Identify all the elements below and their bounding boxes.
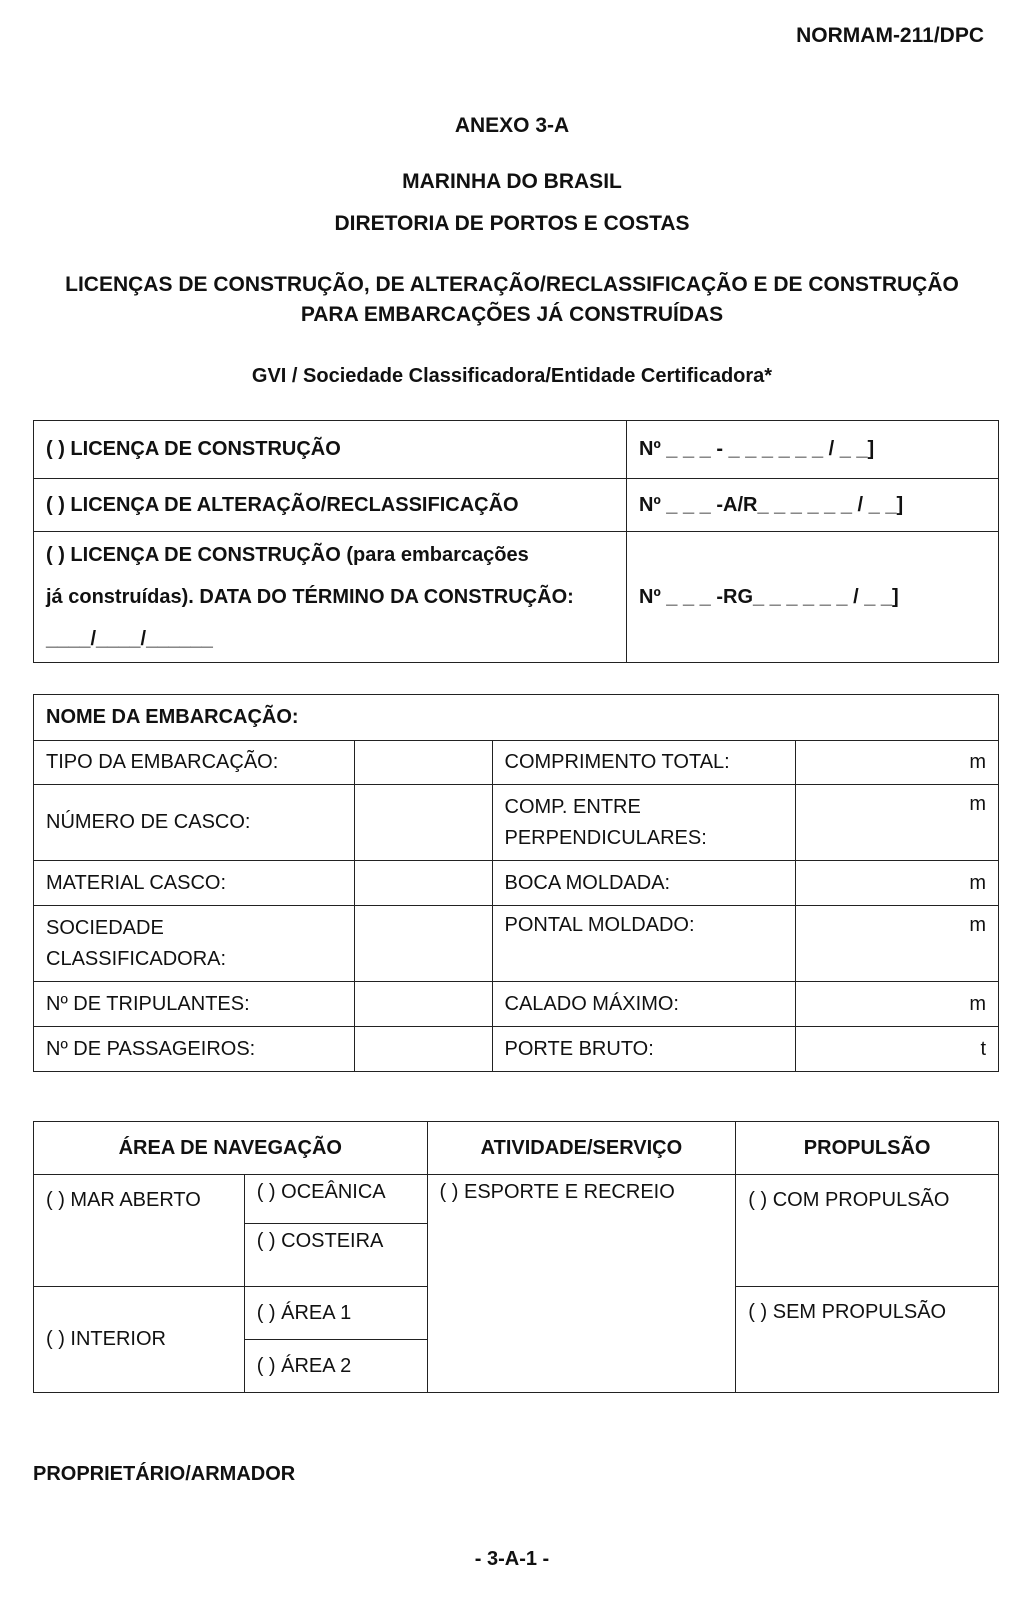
moulded-depth-value[interactable]: m [796, 906, 999, 982]
total-length-value[interactable]: m [796, 741, 999, 785]
passenger-count-value[interactable] [354, 1027, 492, 1072]
annex-title: ANEXO 3-A [454, 114, 570, 137]
hull-material-value[interactable] [354, 861, 492, 906]
licence-alteration-option[interactable]: ( ) LICENÇA DE ALTERAÇÃO/RECLASSIFICAÇÃO [34, 479, 627, 532]
licence-construction-option[interactable]: ( ) LICENÇA DE CONSTRUÇÃO [34, 421, 627, 479]
licence-type-table [33, 420, 999, 663]
licence-row-alteration [34, 479, 999, 532]
vessel-type-label: TIPO DA EMBARCAÇÃO: [34, 741, 355, 785]
licence-construction-number[interactable]: Nº _ _ _ - _ _ _ _ _ _ / _ _] [627, 421, 999, 479]
table-row [34, 1027, 999, 1072]
licence-alteration-number[interactable]: Nº _ _ _ -A/R_ _ _ _ _ _ / _ _] [627, 479, 999, 532]
licence-built-option[interactable] [34, 532, 627, 663]
licence-row-built [34, 532, 999, 663]
crew-count-value[interactable] [354, 982, 492, 1027]
open-sea-option[interactable]: ( ) MAR ABERTO [34, 1175, 245, 1287]
form-title-line1: LICENÇAS DE CONSTRUÇÃO, DE ALTERAÇÃO/RECLASSIFICAÇÃO E DE CONSTRUÇÃO [65, 273, 959, 296]
table-row [34, 982, 999, 1027]
max-draught-value[interactable]: m [796, 982, 999, 1027]
moulded-breadth-value[interactable]: m [796, 861, 999, 906]
navigation-table [33, 1121, 999, 1393]
classification-society-line1: SOCIEDADE [46, 916, 164, 939]
directorate-name: DIRETORIA DE PORTOS E COSTAS [334, 212, 690, 235]
total-length-label: COMPRIMENTO TOTAL: [492, 741, 796, 785]
vessel-data-table [33, 694, 999, 1072]
vessel-name-field[interactable]: NOME DA EMBARCAÇÃO: [34, 695, 999, 741]
licence-built-number[interactable]: Nº _ _ _ -RG_ _ _ _ _ _ / _ _] [627, 532, 999, 663]
length-perpendiculars-value[interactable]: m [796, 785, 999, 861]
hull-number-value[interactable] [354, 785, 492, 861]
completion-date-field[interactable]: ____/____/______ [46, 628, 213, 650]
oceanic-option[interactable]: ( ) OCEÂNICA [244, 1175, 427, 1224]
vessel-type-value[interactable] [354, 741, 492, 785]
deadweight-label: PORTE BRUTO: [492, 1027, 796, 1072]
sport-recreation-option[interactable]: ( ) ESPORTE E RECREIO [427, 1175, 736, 1393]
max-draught-label: CALADO MÁXIMO: [492, 982, 796, 1027]
with-propulsion-option[interactable]: ( ) COM PROPULSÃO [736, 1175, 999, 1287]
length-perpendiculars-line1: COMP. ENTRE [504, 795, 641, 818]
hull-number-label: NÚMERO DE CASCO: [34, 785, 355, 861]
page-number: - 3-A-1 - [474, 1548, 550, 1570]
without-propulsion-option[interactable]: ( ) SEM PROPULSÃO [736, 1287, 999, 1393]
classification-society-label [34, 906, 355, 982]
licence-row-construction [34, 421, 999, 479]
area1-option[interactable]: ( ) ÁREA 1 [244, 1287, 427, 1340]
table-row [34, 906, 999, 982]
length-perpendiculars-label [492, 785, 796, 861]
table-row [34, 785, 999, 861]
coastal-option[interactable]: ( ) COSTEIRA [244, 1224, 427, 1287]
moulded-depth-label: PONTAL MOLDADO: [492, 906, 796, 982]
interior-option[interactable]: ( ) INTERIOR [34, 1287, 245, 1393]
deadweight-value[interactable]: t [796, 1027, 999, 1072]
licence-built-line1: ( ) LICENÇA DE CONSTRUÇÃO (para embarcações [46, 544, 529, 566]
classification-society-value[interactable] [354, 906, 492, 982]
table-row [34, 861, 999, 906]
area2-option[interactable]: ( ) ÁREA 2 [244, 1340, 427, 1393]
form-title-line2: PARA EMBARCAÇÕES JÁ CONSTRUÍDAS [300, 303, 724, 326]
organization-name: MARINHA DO BRASIL [402, 170, 622, 193]
owner-heading: PROPRIETÁRIO/ARMADOR [33, 1463, 296, 1485]
navigation-area-header: ÁREA DE NAVEGAÇÃO [34, 1122, 428, 1175]
classification-society-line2: CLASSIFICADORA: [46, 947, 227, 970]
activity-header: ATIVIDADE/SERVIÇO [427, 1122, 736, 1175]
propulsion-header: PROPULSÃO [736, 1122, 999, 1175]
passenger-count-label: Nº DE PASSAGEIROS: [34, 1027, 355, 1072]
table-row [34, 741, 999, 785]
navigation-header-row [34, 1122, 999, 1175]
hull-material-label: MATERIAL CASCO: [34, 861, 355, 906]
crew-count-label: Nº DE TRIPULANTES: [34, 982, 355, 1027]
vessel-name-row [34, 695, 999, 741]
document-code: NORMAM-211/DPC [796, 24, 984, 47]
moulded-breadth-label: BOCA MOLDADA: [492, 861, 796, 906]
table-row [34, 1175, 999, 1224]
licence-built-line2: já construídas). DATA DO TÉRMINO DA CONSTRUÇÃO: [46, 586, 574, 608]
length-perpendiculars-line2: PERPENDICULARES: [504, 826, 707, 849]
issuer-line: GVI / Sociedade Classificadora/Entidade Certificadora* [251, 365, 773, 387]
